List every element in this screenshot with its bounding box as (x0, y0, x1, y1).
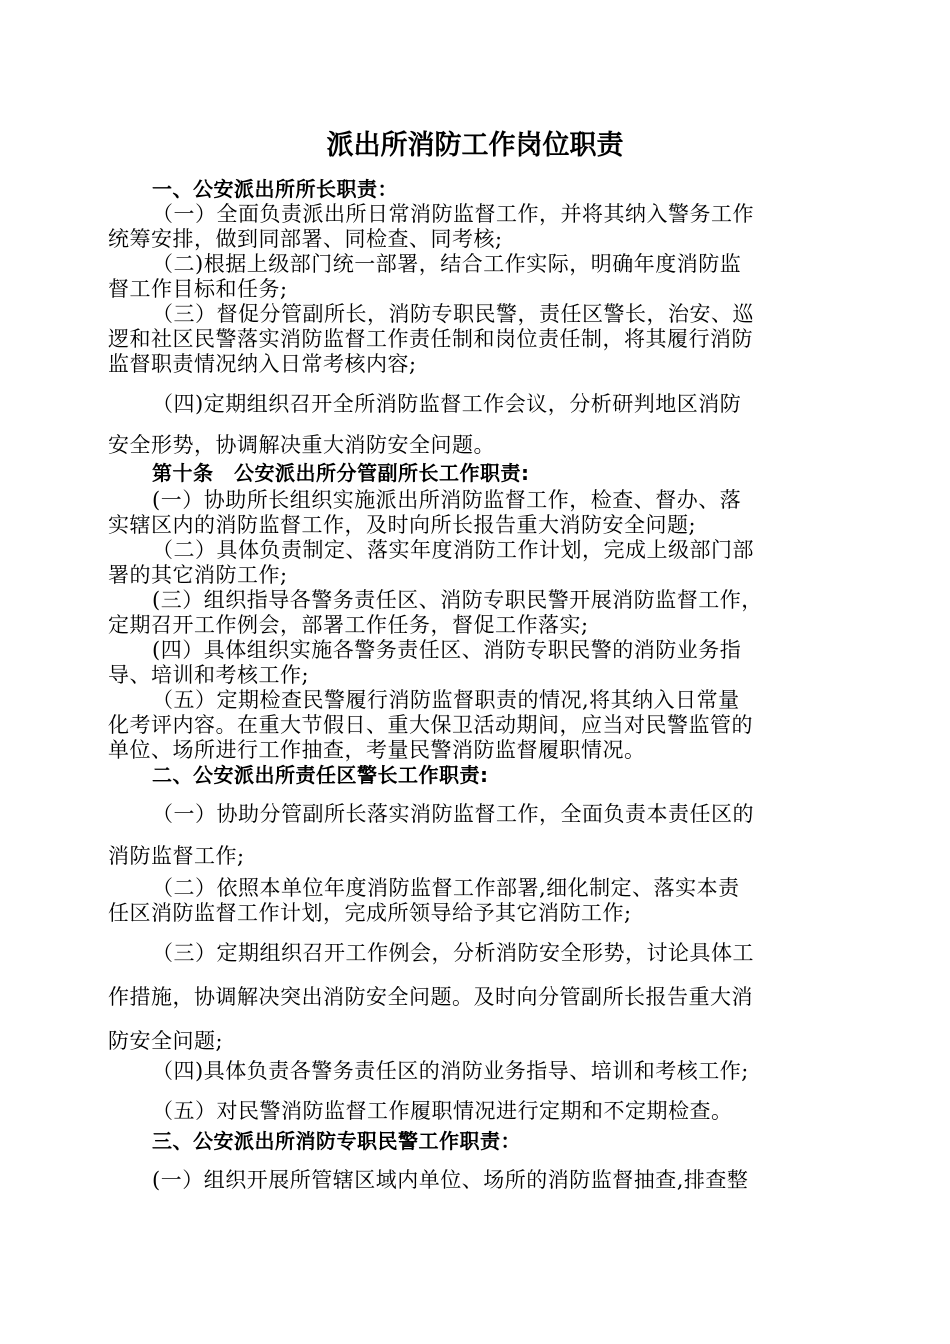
text-line: (一）组织开展所管辖区域内单位、场所的消防监督抽查,排查整 (152, 1168, 749, 1192)
text-line: 任区消防监督工作计划，完成所领导给予其它消防工作; (108, 901, 632, 925)
text-line: 实辖区内的消防监督工作，及时向所长报告重大消防安全问题; (108, 513, 697, 537)
text-line: 导、培训和考核工作; (108, 663, 310, 687)
text-line: （五）对民警消防监督工作履职情况进行定期和不定期检查。 (152, 1099, 733, 1123)
text-line: （二）具体负责制定、落实年度消防工作计划，完成上级部门部 (152, 538, 754, 562)
text-line: (一）协助所长组织实施派出所消防监督工作，检查、督办、落 (152, 488, 742, 512)
text-line: 定期召开工作例会，部署工作任务，督促工作落实; (108, 613, 589, 637)
document-title: 派出所消防工作岗位职责 (326, 130, 624, 161)
section-heading-3: 三、公安派出所消防专职民警工作职责： (152, 1129, 521, 1153)
text-line: （一）全面负责派出所日常消防监督工作，并将其纳入警务工作 (152, 202, 754, 226)
text-line: （二）依照本单位年度消防监督工作部署,细化制定、落实本责 (152, 876, 740, 900)
text-line: （二)根据上级部门统一部署，结合工作实际，明确年度消防监 (152, 252, 742, 276)
text-line: (三）组织指导各警务责任区、消防专职民警开展消防监督工作， (152, 588, 763, 612)
section-heading-2: 二、公安派出所责任区警长工作职责: (152, 763, 489, 787)
text-line: （三）督促分管副所长，消防专职民警，责任区警长，治安、巡 (152, 302, 754, 326)
text-line: （四)定期组织召开全所消防监督工作会议，分析研判地区消防 (152, 392, 742, 416)
text-line: 逻和社区民警落实消防监督工作责任制和岗位责任制，将其履行消防 (108, 327, 753, 351)
text-line: 督工作目标和任务; (108, 277, 288, 301)
text-line: (四）具体组织实施各警务责任区、消防专职民警的消防业务指 (152, 638, 742, 662)
text-line: 防安全问题; (108, 1029, 224, 1053)
text-line: 署的其它消防工作; (108, 563, 288, 587)
article-ten-heading: 第十条 公安派出所分管副所长工作职责: (152, 461, 530, 485)
section-heading-1: 一、公安派出所所长职责： (152, 177, 398, 201)
text-line: （四)具体负责各警务责任区的消防业务指导、培训和考核工作; (152, 1059, 749, 1083)
text-line: 单位、场所进行工作抽查，考量民警消防监督履职情况。 (108, 738, 646, 762)
text-line: （三）定期组织召开工作例会，分析消防安全形势，讨论具体工 (152, 941, 754, 965)
text-line: 化考评内容。在重大节假日、重大保卫活动期间，应当对民警监管的 (108, 713, 753, 737)
text-line: （一）协助分管副所长落实消防监督工作，全面负责本责任区的 (152, 802, 754, 826)
text-line: 消防监督工作; (108, 844, 245, 868)
text-line: 监督职责情况纳入日常考核内容; (108, 352, 417, 376)
text-line: （五）定期检查民警履行消防监督职责的情况,将其纳入日常量 (152, 688, 740, 712)
text-line: 统筹安排，做到同部署、同检查、同考核; (108, 227, 503, 251)
text-line: 作措施，协调解决突出消防安全问题。及时向分管副所长报告重大消 (108, 985, 753, 1009)
text-line: 安全形势，协调解决重大消防安全问题。 (108, 433, 495, 457)
